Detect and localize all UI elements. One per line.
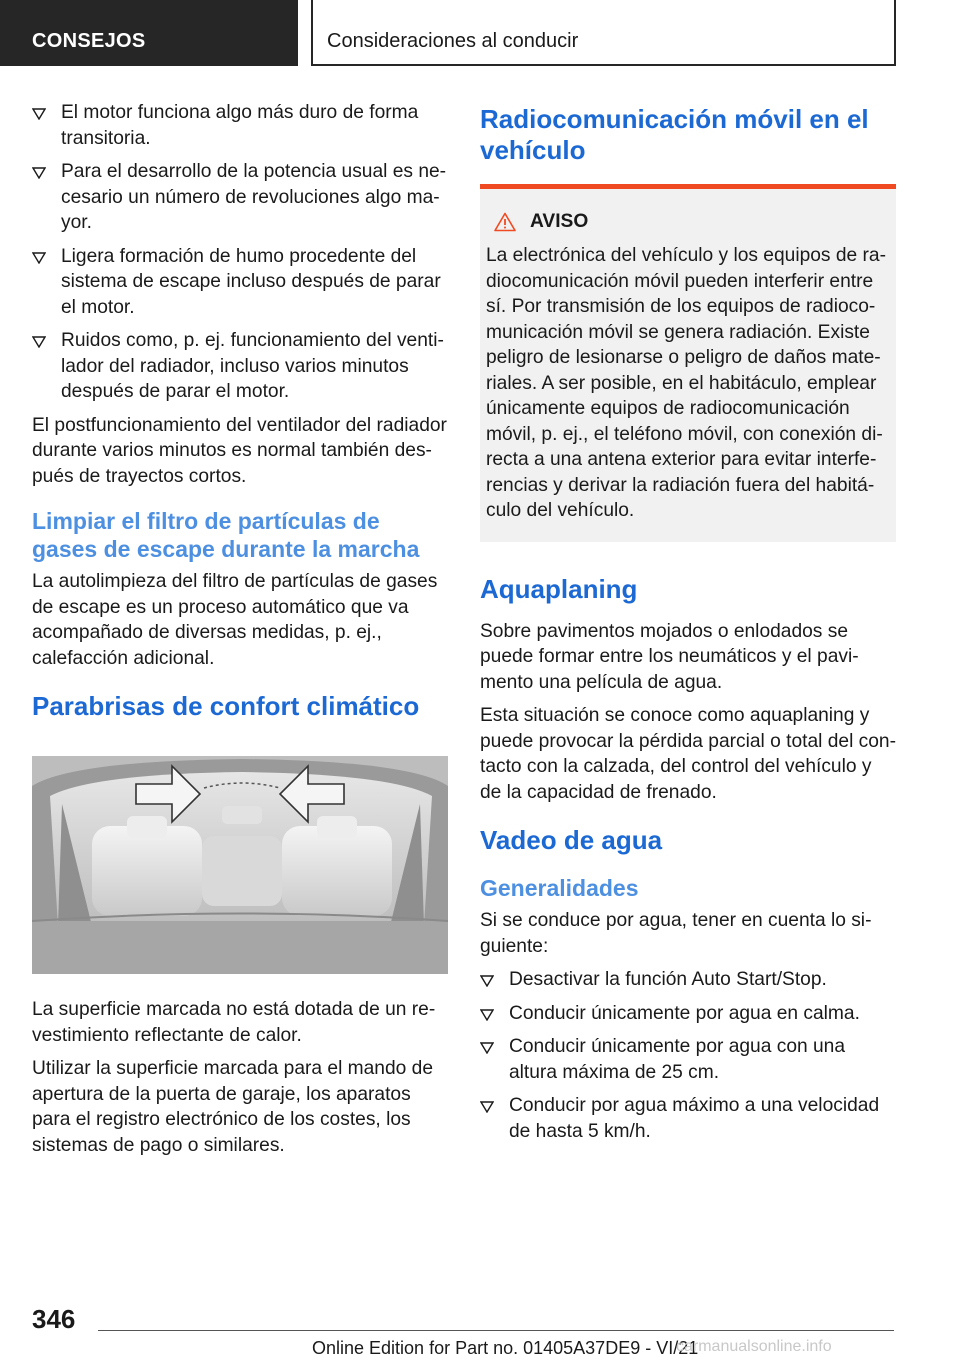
list-item [480,1093,896,1144]
list-item [480,1001,896,1027]
edition-text: Online Edition for Part no. 01405A37DE9 - VI/21 [312,1338,699,1358]
paragraph-aquaplaning-2: Esta situación se conoce como aquaplaning y puede provocar la pérdida parcial o total del contacto con la calzada, del control del vehículo y de la capacidad de frenado. [480,705,896,803]
paragraph-utilizar: Utilizar la superficie marcada para el mando de apertura de la puerta de garaje, los aparatos para el registro electrónico de los costes, los sistemas de pago o similares. [32,1058,433,1156]
list-item-text: Ruidos como, p. ej. funcionamiento del ventilador del radiador, incluso varios minutos después de parar el motor. [61,330,444,402]
right-column [480,100,896,1152]
chapter-title: Consideraciones al conducir [311,0,896,66]
triangle-bullet-icon [32,108,46,120]
paragraph-filtro: La autolimpieza del filtro de partículas de gases de escape es un proceso automático que va acompañado de diversas medidas, p. ej., calefacción adicional. [32,571,438,669]
paragraph-postfuncionamiento: El postfuncionamiento del ventilador del radiador durante varios minutos es normal también después de trayectos cortos. [32,414,447,487]
list-item-text: Conducir por agua máximo a una velocidad de hasta 5 km/h. [509,1095,880,1142]
list-item [32,100,448,151]
warning-text: La electrónica del vehículo y los equipos de radiocomunicación móvil pueden interferir entre sí. Por transmisión de los equipos de radiocomunicación móvil se genera radiación. Existe peligro de lesionarse o peligro de daños materiales. A ser posible, en el habitáculo, emplear únicamente equipos de radiocomunicación móvil, p. ej., el teléfono móvil, con conexión directa a una antena exterior para evitar interferencias y derivar la radiación fuera del habitáculo del vehículo. [486,245,886,521]
triangle-bullet-icon [32,167,46,179]
heading-vadeo: Vadeo de agua [480,825,663,855]
paragraph-aquaplaning-1: Sobre pavimentos mojados o enlodados se puede formar entre los neumáticos y el pavimento una película de agua. [480,620,859,693]
list-item-text: Para el desarrollo de la potencia usual es necesario un número de revoluciones algo mayor. [61,161,447,233]
left-column [32,100,448,1166]
section-tab: CONSEJOS [0,0,298,66]
warning-title: AVISO [530,211,589,232]
paragraph-superficie: La superficie marcada no está dotada de un revestimiento reflectante de calor. [32,999,436,1046]
triangle-bullet-icon [32,252,46,264]
warning-box [480,184,896,542]
watermark-text: carmanualsonline.info [676,1338,832,1355]
heading-generalidades: Generalidades [480,875,639,901]
paragraph-generalidades: Si se conduce por agua, tener en cuenta lo siguiente: [480,910,872,957]
list-item [480,1034,896,1085]
footer-divider [98,1330,894,1331]
heading-filtro-particulas: Limpiar el filtro de partículas de gases de escape durante la marcha [32,508,420,562]
triangle-bullet-icon [480,975,494,987]
windshield-illustration [32,756,448,974]
triangle-bullet-icon [480,1042,494,1054]
list-item-text: Desactivar la función Auto Start/Stop. [509,969,827,990]
list-item-text: Conducir únicamente por agua en calma. [509,1002,860,1024]
warning-triangle-icon [494,212,516,232]
list-item-text: El motor funciona algo más duro de forma transitoria. [61,102,419,149]
heading-parabrisas: Parabrisas de confort climático [32,691,420,721]
triangle-bullet-icon [480,1101,494,1113]
page-header [0,0,960,66]
list-item [480,967,896,993]
page-footer [0,1290,960,1362]
triangle-bullet-icon [32,336,46,348]
list-item [32,244,448,321]
heading-radiocomunicacion: Radiocomunicación móvil en el vehículo [480,104,869,165]
list-item-text: Ligera formación de humo procedente del sistema de escape incluso después de parar el motor. [61,245,441,318]
list-item-text: Conducir únicamente por agua con una altura máxima de 25 cm. [509,1036,846,1083]
list-item [32,328,448,405]
list-item [32,159,448,236]
bullet-list-effects [32,100,448,405]
triangle-bullet-icon [480,1009,494,1021]
warning-header [486,211,888,233]
page-number: 346 [32,1304,76,1334]
bullet-list-vadeo [480,967,896,1144]
heading-aquaplaning: Aquaplaning [480,573,638,604]
